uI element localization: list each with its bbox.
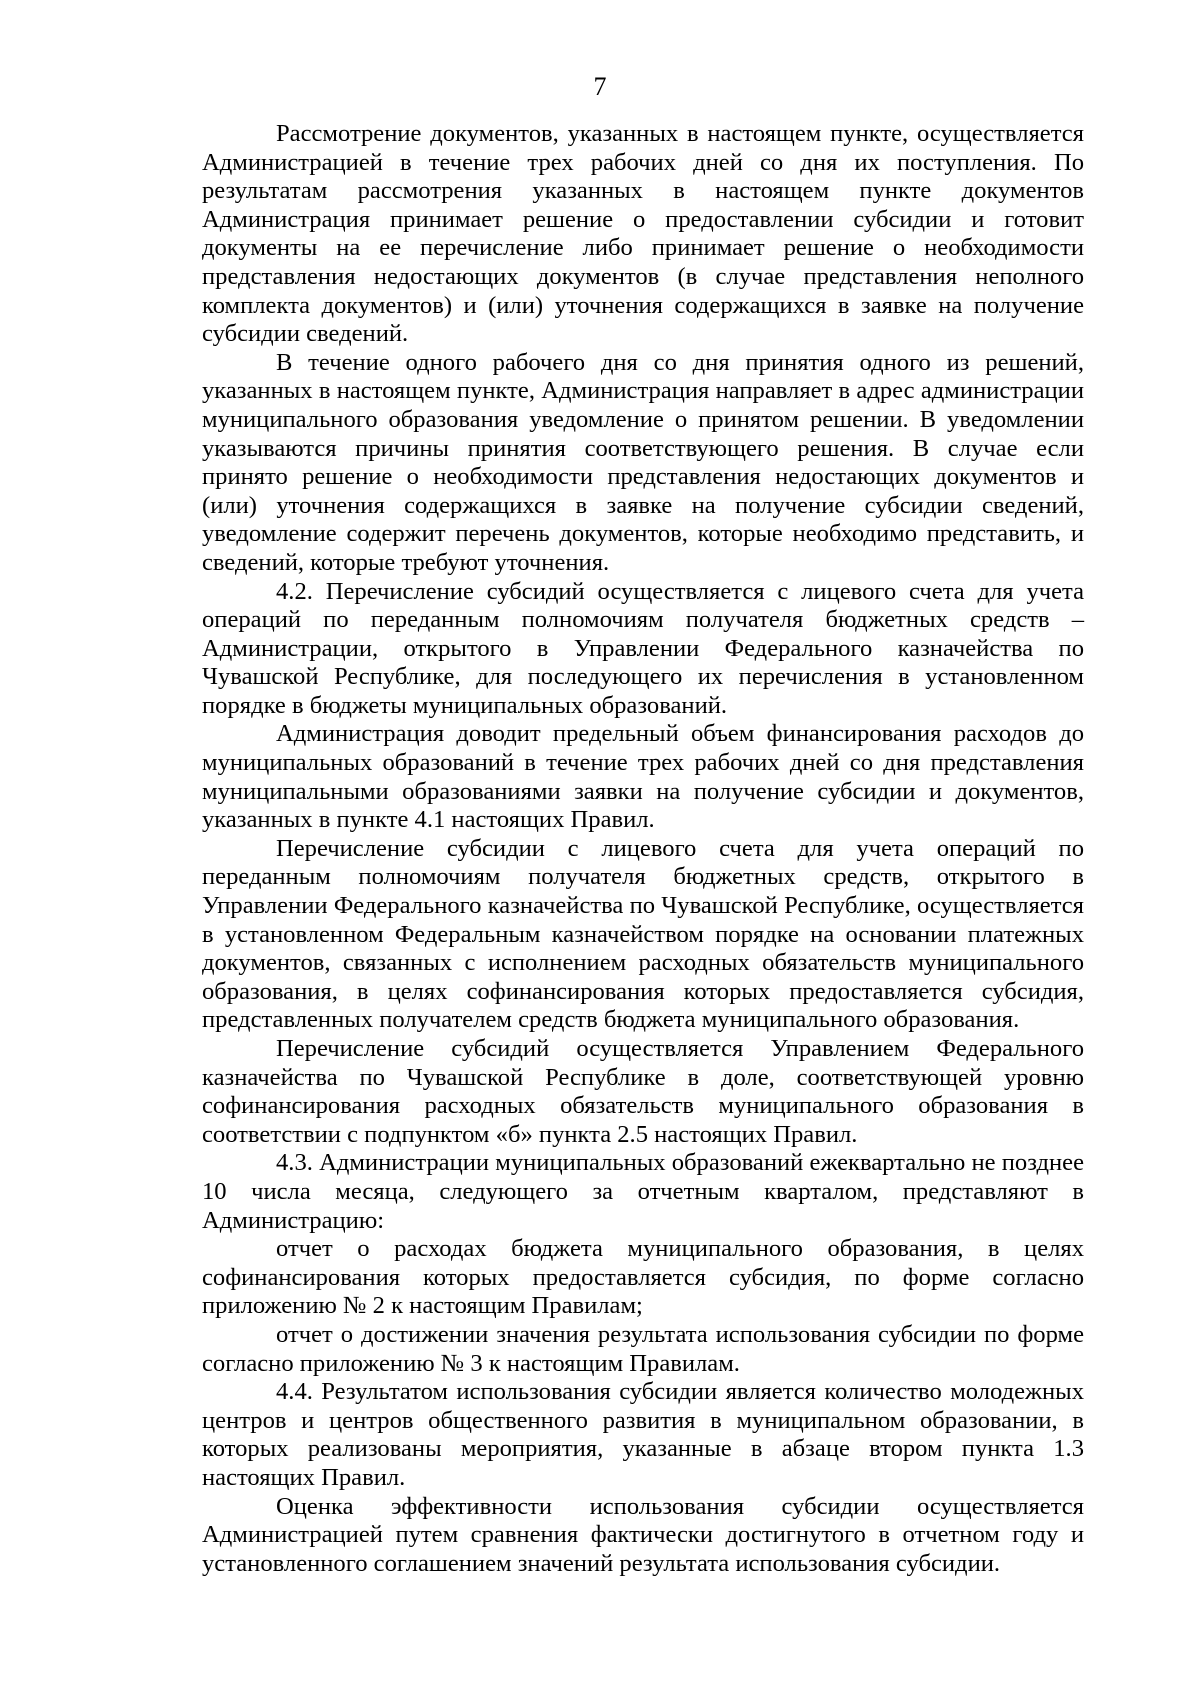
paragraph: 4.4. Результатом использования субсидии является количество молодежных центров и центров общественного развития в муниципальном образовании, в которых реализованы мероприятия, указанные в абзаце втором пункта 1.3 настоящих Правил. — [202, 1378, 1084, 1491]
document-body — [202, 120, 1084, 1578]
paragraph: отчет о достижении значения результата использования субсидии по форме согласно приложению № 3 к настоящим Правилам. — [202, 1320, 1084, 1377]
paragraph: Перечисление субсидии с лицевого счета для учета операций по переданным полномочиям получателя бюджетных средств, открытого в Управлении Федерального казначейства по Чувашской Республике, осуществляется в установленном Федеральным казначейством порядке на основании платежных документов, связанных с исполнением расходных обязательств муниципального образования, в целях софинансирования которых предоставляется субсидия, представленных получателем средств бюджета муниципального образования. — [202, 834, 1084, 1034]
paragraph: Администрация доводит предельный объем финансирования расходов до муниципальных образований в течение трех рабочих дней со дня представления муниципальными образованиями заявки на получение субсидии и документов, указанных в пункте 4.1 настоящих Правил. — [202, 720, 1084, 834]
paragraph: 4.2. Перечисление субсидий осуществляется с лицевого счета для учета операций по переданным полномочиям получателя бюджетных средств – Администрации, открытого в Управлении Федерального казначейства по Чувашской Республике, для последующего их перечисления в установленном порядке в бюджеты муниципальных образований. — [202, 577, 1084, 719]
paragraph: Рассмотрение документов, указанных в настоящем пункте, осуществляется Администрацией в течение трех рабочих дней со дня их поступления. По результатам рассмотрения указанных в настоящем пункте документов Администрация принимает решение о предоставлении субсидии и готовит документы на ее перечисление либо принимает решение о необходимости представления недостающих документов (в случае представления неполного комплекта документов) и (или) уточнения содержащихся в заявке на получение субсидии сведений. — [202, 120, 1084, 348]
paragraph: Перечисление субсидий осуществляется Управлением Федерального казначейства по Чувашской Республике в доле, соответствующей уровню софинансирования расходных обязательств муниципального образования в соответствии с подпунктом «б» пункта 2.5 настоящих Правил. — [202, 1035, 1084, 1148]
page-number: 7 — [593, 72, 607, 101]
paragraph: Оценка эффективности использования субсидии осуществляется Администрацией путем сравнения фактически достигнутого в отчетном году и установленного соглашением значений результата использования субсидии. — [202, 1492, 1084, 1577]
paragraph: 4.3. Администрации муниципальных образований ежеквартально не позднее 10 числа месяца, следующего за отчетным кварталом, представляют в Администрацию: — [202, 1149, 1084, 1234]
paragraph: В течение одного рабочего дня со дня принятия одного из решений, указанных в настоящем пункте, Администрация направляет в адрес администрации муниципального образования уведомление о принятом решении. В уведомлении указываются причины принятия соответствующего решения. В случае если принято решение о необходимости представления недостающих документов и (или) уточнения содержащихся в заявке на получение субсидии сведений, уведомление содержит перечень документов, которые необходимо представить, и сведений, которые требуют уточнения. — [202, 348, 1084, 576]
paragraph: отчет о расходах бюджета муниципального образования, в целях софинансирования которых предоставляется субсидия, по форме согласно приложению № 2 к настоящим Правилам; — [202, 1235, 1084, 1320]
